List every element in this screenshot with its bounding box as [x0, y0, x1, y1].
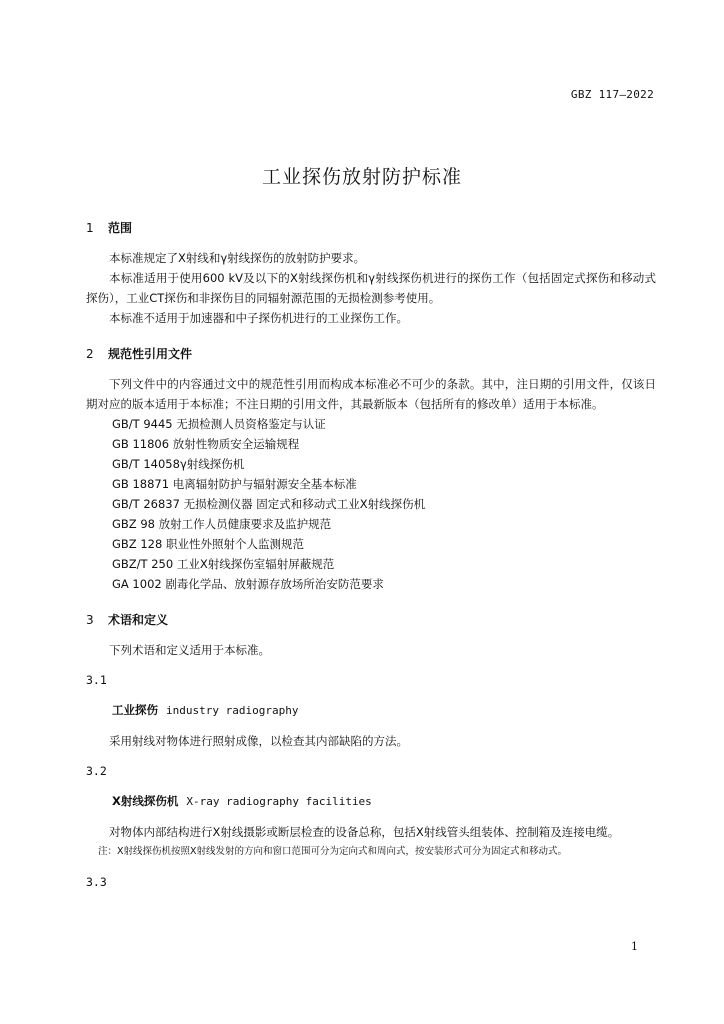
term-definition: 对物体内部结构进行X射线摄影或断层检查的设备总称，包括X射线管头组装体、控制箱及连接电缆。 — [109, 825, 620, 839]
standard-code: GBZ 117—2022 — [570, 88, 654, 101]
section-heading — [86, 344, 656, 364]
term-name-en: X-ray radiography facilities — [186, 795, 372, 808]
section-number: 2 — [86, 347, 94, 361]
term-name-zh: X射线探伤机 — [112, 794, 179, 808]
term-note: 注：X射线探伤机按照X射线发射的方向和窗口范围可分为定向式和周向式，按安装形式可分为固定式和移动式。 — [98, 846, 568, 857]
paragraph: 本标准不适用于加速器和中子探伤机进行的工业探伤工作。 — [109, 311, 408, 325]
section-number: 1 — [86, 221, 94, 235]
section-heading — [86, 610, 656, 630]
paragraph: 本标准规定了X射线和γ射线探伤的放射防护要求。 — [109, 251, 366, 265]
page-number: 1 — [631, 940, 638, 953]
section-number: 3 — [86, 613, 94, 627]
reference-item: GBZ/T 250 工业X射线探伤室辐射屏蔽规范 — [112, 557, 335, 571]
section-heading — [86, 218, 656, 238]
reference-item: GBZ 98 放射工作人员健康要求及监护规范 — [112, 517, 332, 531]
reference-item: GB 11806 放射性物质安全运输规程 — [112, 437, 300, 451]
document-title: 工业探伤放射防护标准 — [261, 166, 462, 188]
reference-item: GB 18871 电离辐射防护与辐射源安全基本标准 — [112, 477, 357, 491]
paragraph: 本标准适用于使用600 kV及以下的X射线探伤机和γ射线探伤机进行的探伤工作（包括固定式探伤和移动式探伤），工业CT探伤和非探伤目的同辐射源范围的无损检测参考使用。 — [86, 271, 656, 305]
paragraph: 下列文件中的内容通过文中的规范性引用而构成本标准必不可少的条款。其中，注日期的引用文件，仅该日期对应的版本适用于本标准；不注日期的引用文件，其最新版本（包括所有的修改单）适用于本标准。 — [86, 377, 656, 411]
term-number: 3.2 — [86, 764, 107, 778]
term-definition: 采用射线对物体进行照射成像，以检查其内部缺陷的方法。 — [109, 734, 408, 748]
term-title — [86, 791, 656, 812]
term-title — [86, 700, 656, 721]
reference-item: GA 1002 剧毒化学品、放射源存放场所治安防范要求 — [112, 577, 384, 591]
document-body — [86, 218, 656, 892]
term-number: 3.1 — [86, 673, 107, 687]
reference-item: GB/T 9445 无损检测人员资格鉴定与认证 — [112, 417, 326, 431]
section-title: 规范性引用文件 — [108, 347, 193, 361]
term-name-zh: 工业探伤 — [112, 703, 158, 717]
term-number: 3.3 — [86, 875, 107, 889]
section-title: 范围 — [108, 221, 133, 235]
reference-item: GB/T 14058γ射线探伤机 — [112, 457, 245, 471]
paragraph: 下列术语和定义适用于本标准。 — [109, 643, 270, 657]
reference-item: GBZ 128 职业性外照射个人监测规范 — [112, 537, 304, 551]
term-name-en: industry radiography — [166, 704, 299, 717]
reference-item: GB/T 26837 无损检测仪器 固定式和移动式工业X射线探伤机 — [112, 497, 426, 511]
section-title: 术语和定义 — [108, 613, 169, 627]
